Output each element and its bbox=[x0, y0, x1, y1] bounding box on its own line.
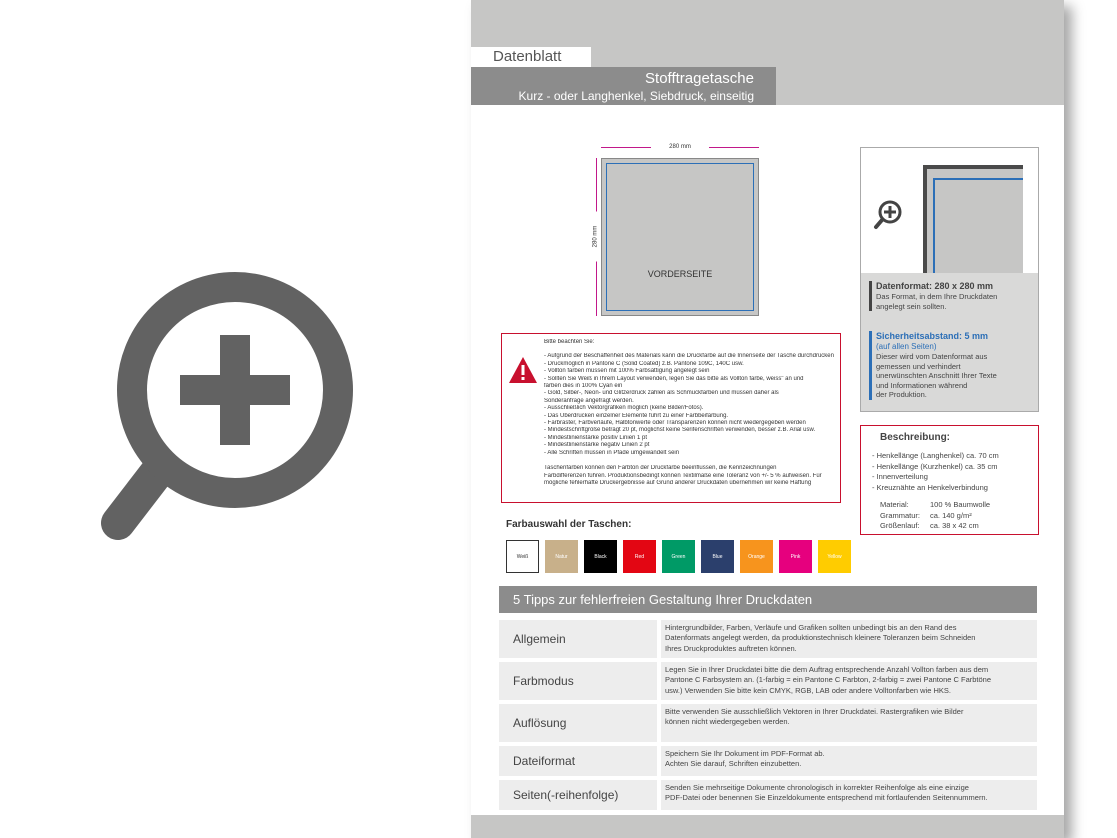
tip-name: Dateiformat bbox=[499, 746, 657, 776]
datasheet-tab: Datenblatt bbox=[471, 47, 591, 67]
tip-text bbox=[661, 780, 1037, 810]
tips-title-bar: 5 Tipps zur fehlerfreien Gestaltung Ihrer Druckdaten bbox=[499, 586, 1037, 613]
notice-line: Sonderanfrage angefragt werden. bbox=[544, 397, 634, 404]
spec-row bbox=[880, 500, 990, 511]
notice-line: - Ausschließlich Vektorgrafiken möglich (keine Bilder/Fotos). bbox=[544, 405, 704, 412]
tip-line: PDF-Datei oder benennen Sie Einzeldokumente entsprechend mit fortlaufenden Seitennummern. bbox=[665, 793, 988, 803]
color-selection-title: Farbauswahl der Taschen: bbox=[506, 519, 632, 530]
notice-line: - Das Überdrucken einzelner Elemente führt zu einer Farbbeifärbung. bbox=[544, 412, 729, 419]
safe-distance-title: Sicherheitsabstand: 5 mm bbox=[876, 331, 989, 341]
color-swatch-orange: Orange bbox=[740, 540, 773, 573]
format-info bbox=[869, 281, 1036, 311]
color-swatch-black: Black bbox=[584, 540, 617, 573]
tip-line: können nicht wiedergegeben werden. bbox=[665, 717, 790, 727]
tip-line: Datenformats angelegt werden, da produktionstechnisch kleinere Toleranzen beim Schneiden bbox=[665, 633, 976, 643]
tip-row-farbmodus bbox=[499, 662, 1037, 700]
description-item: - Henkellänge (Langhenkel) ca. 70 cm bbox=[872, 451, 999, 460]
spec-value: 100 % Baumwolle bbox=[930, 500, 991, 509]
product-title: Stofftragetasche bbox=[645, 70, 754, 87]
spec-value: ca. 38 x 42 cm bbox=[930, 521, 979, 530]
format-preview-panel bbox=[860, 147, 1039, 412]
spec-key: Material: bbox=[880, 500, 909, 509]
title-bar bbox=[471, 67, 776, 105]
notice-line: - Druckmöglich in Pantone C (Solid Coated) z.B. Pantone 109C, 140C usw. bbox=[544, 360, 744, 367]
tip-line: usw.) Verwenden Sie bitte kein CMYK, RGB, LAB oder andere Volltonfarben wie HKS. bbox=[665, 685, 951, 695]
zoom-in-icon[interactable] bbox=[100, 255, 365, 545]
color-swatch-blue: Blue bbox=[701, 540, 734, 573]
notice-line: - Gold, Silber-, Neon- und Glitzerdruck zählen als Schmuckfarben und müssen daher als bbox=[544, 390, 779, 397]
color-swatch-natur: Natur bbox=[545, 540, 578, 573]
description-box bbox=[860, 425, 1039, 535]
safe-distance-text: Dieser wird vom Datenformat aus bbox=[876, 352, 988, 361]
print-notice-box bbox=[501, 333, 841, 503]
notice-footer-line: mögliche fehlerhafte Druckergebnisse auf Grund anderer Druckdaten übernehmen wir keine Haftung bbox=[544, 479, 812, 486]
tip-name: Seiten(-reihenfolge) bbox=[499, 780, 657, 810]
spec-key: Grammatur: bbox=[880, 510, 921, 520]
notice-footer-line: Taschenfarben können den Farbton der Druckfarbe beeinflussen, die Kennzeichnungen bbox=[544, 465, 777, 472]
tip-row-allgemein bbox=[499, 620, 1037, 658]
safe-distance-text: und Informationen während bbox=[876, 380, 968, 390]
tip-row-dateiformat bbox=[499, 746, 1037, 776]
spec-value: ca. 140 g/m² bbox=[930, 510, 972, 520]
color-swatch-weiß: Weiß bbox=[506, 540, 539, 573]
tip-text bbox=[661, 662, 1037, 700]
safe-distance-subtitle: (auf allen Seiten) bbox=[876, 342, 937, 351]
notice-heading: Bitte beachten Sie: bbox=[544, 339, 595, 345]
tip-line: Pantone C Farbsystem an. (1-farbig = ein Pantone C Farbton, 2-farbig = zwei Pantone C Farbtöne bbox=[665, 675, 992, 685]
notice-line: - Mindestlinienstärke positiv Linien 1 pt bbox=[544, 434, 648, 441]
tip-name: Auflösung bbox=[499, 704, 657, 742]
notice-text bbox=[544, 339, 836, 487]
format-text: Das Format, in dem Ihre Druckdaten bbox=[876, 292, 998, 301]
spec-row bbox=[880, 511, 990, 522]
product-subtitle: Kurz - oder Langhenkel, Siebdruck, einseitig bbox=[518, 89, 754, 103]
description-title: Beschreibung: bbox=[880, 432, 951, 443]
description-item: - Innenverteilung bbox=[872, 472, 928, 481]
corner-preview bbox=[861, 148, 1038, 273]
tip-line: Bitte verwenden Sie ausschließlich Vektoren in Ihrer Druckdatei. Rastergrafiken wie Bilder bbox=[665, 707, 964, 716]
notice-line: - Farbraster, Farbverläufe, Halbtonwerte oder Transparenzen können nicht wiedergegeben werden bbox=[544, 420, 806, 427]
notice-footer-line: Farbdifferenzen führen. Produktionsbedingt können Textilmaße eine Toleranz von +/- 5 % aufweisen. Für bbox=[544, 472, 822, 479]
footer-band bbox=[471, 815, 1064, 838]
datasheet-page bbox=[471, 0, 1064, 838]
color-swatch-red: Red bbox=[623, 540, 656, 573]
description-specs bbox=[880, 500, 990, 532]
tip-text bbox=[661, 704, 1037, 742]
notice-line: - Aufgrund der Beschaffenheit des Materials kann die Druckfarbe auf die Innenseite der Tasche durchdrücken bbox=[544, 353, 834, 360]
safe-distance-text: unerwünschten Anschnitt Ihrer Texte bbox=[876, 371, 997, 380]
warning-icon bbox=[508, 356, 538, 384]
height-dimension-label: 280 mm bbox=[592, 212, 601, 262]
front-side-drawing bbox=[601, 158, 759, 316]
tip-line: Speichern Sie Ihr Dokument im PDF-Format ab. bbox=[665, 749, 825, 758]
format-title: Datenformat: 280 x 280 mm bbox=[876, 281, 994, 291]
color-swatch-green: Green bbox=[662, 540, 695, 573]
spec-row bbox=[880, 521, 990, 532]
format-text: angelegt sein sollten. bbox=[876, 301, 947, 311]
description-item: - Henkellänge (Kurzhenkel) ca. 35 cm bbox=[872, 461, 998, 471]
notice-line: - Vollton farben müssen mit 100% Farbsättigung angelegt sein bbox=[544, 368, 710, 375]
color-swatch-yellow: Yellow bbox=[818, 540, 851, 573]
tip-row-seitenreihenfolge bbox=[499, 780, 1037, 810]
color-swatch-pink: Pink bbox=[779, 540, 812, 573]
tip-line: Legen Sie in Ihrer Druckdatei bitte die dem Auftrag entsprechende Anzahl Vollton farben aus dem bbox=[665, 665, 989, 674]
description-item: - Kreuznähte an Henkelverbindung bbox=[872, 482, 988, 492]
notice-line: färben dies in 100% Cyan ein bbox=[544, 383, 623, 390]
notice-line: - Alle Schriften müssen in Pfade umgewandelt sein bbox=[544, 449, 680, 456]
front-side-label: VORDERSEITE bbox=[647, 269, 713, 279]
safe-area-outline bbox=[606, 163, 754, 311]
notice-line: - Mindestlinienstärke negativ Linien 2 pt bbox=[544, 442, 650, 449]
zoom-in-icon[interactable] bbox=[873, 198, 905, 230]
safe-distance-text: gemessen und verhindert bbox=[876, 361, 961, 371]
tip-line: Senden Sie mehrseitige Dokumente chronologisch in korrekter Reihenfolge als eine einzige bbox=[665, 783, 969, 792]
tip-line: Hintergrundbilder, Farben, Verläufe und Grafiken sollten unbedingt bis an den Rand des bbox=[665, 623, 957, 632]
description-list bbox=[872, 451, 999, 493]
safe-distance-text: der Produktion. bbox=[876, 390, 927, 399]
tip-row-aufloesung bbox=[499, 704, 1037, 742]
tip-line: Achten Sie darauf, Schriften einzubetten. bbox=[665, 759, 802, 769]
tip-text bbox=[661, 746, 1037, 776]
safe-area-line bbox=[933, 178, 1023, 273]
tip-text bbox=[661, 620, 1037, 658]
safe-distance-info bbox=[869, 331, 1036, 400]
tip-name: Farbmodus bbox=[499, 662, 657, 700]
width-dimension-label: 280 mm bbox=[651, 143, 709, 151]
spec-key: Größenlauf: bbox=[880, 521, 920, 530]
notice-line: - Sollten Sie Weiß in Ihrem Layout verwenden, legen Sie das bitte als Vollton farbe, weiss" an und bbox=[544, 375, 804, 382]
tip-name: Allgemein bbox=[499, 620, 657, 658]
notice-line: - Mindestschriftgröße beträgt 20 pt, möglichst keine Serifenschriften verwenden, besser z.B. Arial usw. bbox=[544, 427, 816, 434]
tip-line: Ihres Druckproduktes auftreten können. bbox=[665, 643, 797, 653]
